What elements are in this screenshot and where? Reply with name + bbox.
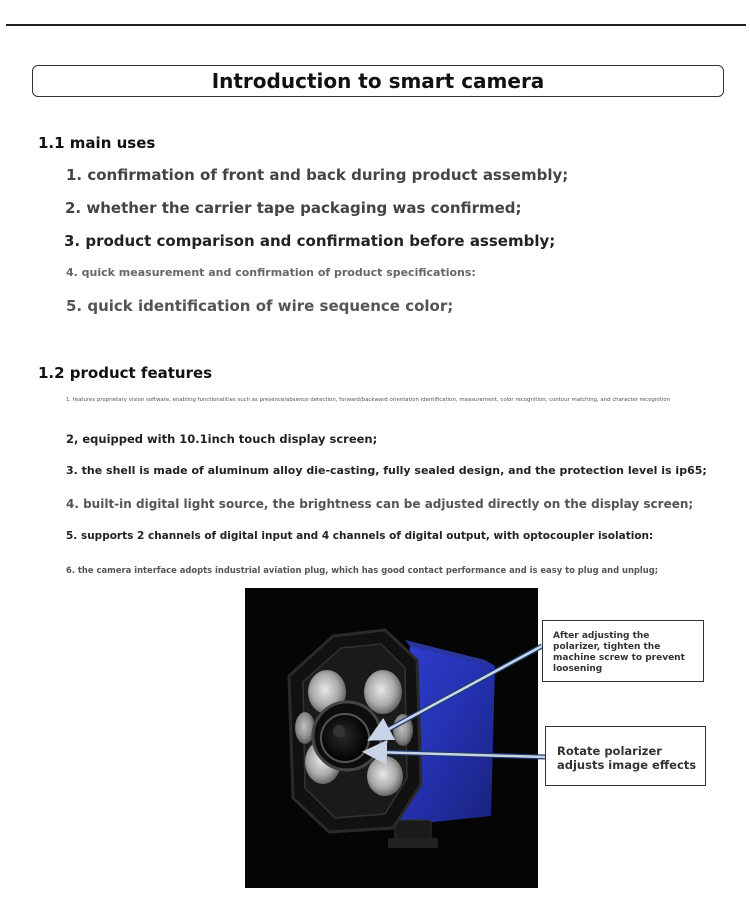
feature-item-6: 6. the camera interface adopts industrial aviation plug, which has good contact performance and is easy to plug and unplug;	[66, 565, 659, 575]
feature-item-1: 1. features proprietary vision software, enabling functionalities such as presence/absence detection, forward/backward orientation identification, measurement, color recognition, contour matching, and character recognition	[66, 397, 671, 403]
feature-item-4: 4. built-in digital light source, the brightness can be adjusted directly on the display screen;	[66, 497, 694, 511]
feature-item-3: 3. the shell is made of aluminum alloy die-casting, fully sealed design, and the protection level is ip65;	[66, 464, 707, 477]
callout-rotate-polarizer	[545, 726, 706, 786]
callout-tighten-screw-text: After adjusting the polarizer, tighten the machine screw to prevent loosening	[553, 631, 685, 674]
callout-rotate-polarizer-text: Rotate polarizer adjusts image effects	[557, 744, 697, 772]
lens-icon	[321, 714, 369, 762]
smart-camera-illustration	[245, 588, 538, 888]
main-use-item-5: 5. quick identification of wire sequence color;	[66, 297, 454, 315]
main-use-item-2: 2. whether the carrier tape packaging was confirmed;	[65, 199, 522, 217]
led-light-2	[364, 670, 402, 714]
led-light-4	[367, 756, 403, 796]
page-title	[32, 65, 724, 97]
smart-camera-photo	[245, 588, 538, 888]
page-title-text: Introduction to smart camera	[211, 69, 545, 93]
feature-item-5: 5. supports 2 channels of digital input and 4 channels of digital output, with optocoupler isolation:	[66, 530, 654, 542]
main-use-item-1: 1. confirmation of front and back during product assembly;	[66, 166, 569, 184]
feature-item-2: 2, equipped with 10.1inch touch display screen;	[66, 432, 378, 446]
main-use-item-3: 3. product comparison and confirmation before assembly;	[64, 232, 556, 250]
main-use-item-4: 4. quick measurement and confirmation of product specifications:	[66, 266, 476, 279]
callout-tighten-screw	[542, 620, 704, 682]
product-features-heading: 1.2 product features	[38, 364, 213, 382]
top-rule	[6, 24, 746, 26]
main-uses-heading: 1.1 main uses	[38, 134, 156, 152]
